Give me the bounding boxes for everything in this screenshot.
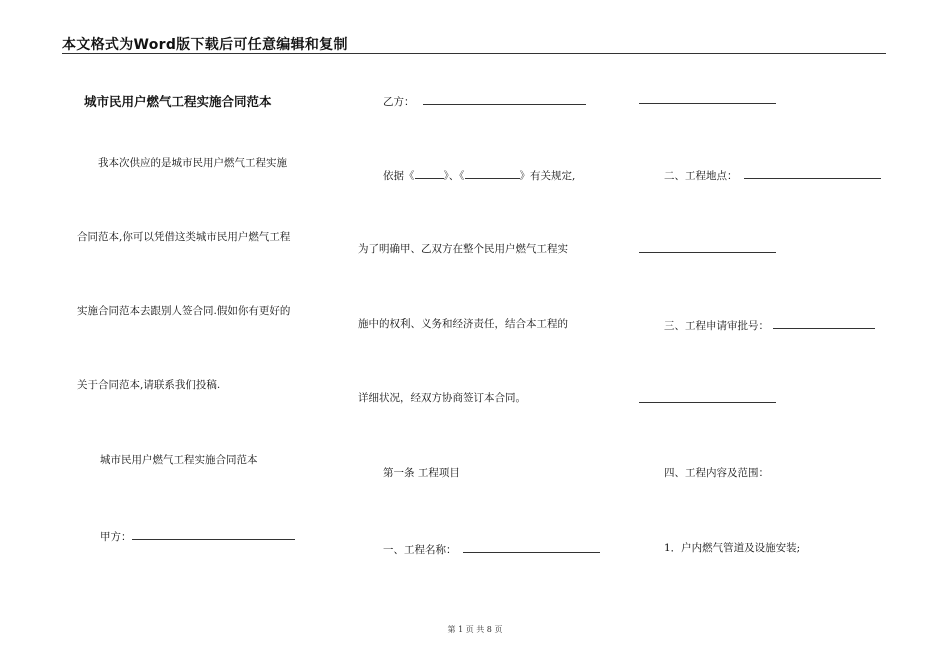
- approval-number-label: [664, 317, 875, 333]
- project-location-label: [664, 167, 881, 183]
- approval-number-continuation-blank: [639, 402, 776, 403]
- approval-number-text: 三、工程申请审批号：: [664, 320, 769, 332]
- scope-heading: 四、工程内容及范围：: [664, 467, 769, 479]
- project-name-blank: [463, 541, 600, 553]
- header-title: 本文格式为Word版下载后可任意编辑和复制: [62, 37, 348, 53]
- intro-line-3: 实施合同范本去跟别人签合同.假如你有更好的: [77, 305, 291, 317]
- page-footer: 第 1 页 共 8 页: [447, 625, 503, 634]
- basis-blank-1: [415, 167, 444, 179]
- scope-item-1: 1．户内燃气管道及设施安装;: [664, 542, 801, 554]
- basis-line: [383, 167, 575, 183]
- project-location-text: 二、工程地点：: [664, 170, 738, 182]
- approval-number-blank: [773, 317, 875, 329]
- intro-line-4: 关于合同范本,请联系我们投稿.: [77, 379, 221, 391]
- intro-line-2: 合同范本,你可以凭借这类城市民用户燃气工程: [77, 231, 291, 243]
- document-title: 城市民用户燃气工程实施合同范本: [84, 94, 272, 109]
- party-a-blank: [132, 528, 295, 540]
- basis-blank-2: [465, 167, 520, 179]
- basis-prefix: 依据《: [383, 170, 415, 182]
- purpose-line-2: 施中的权利、义务和经济责任，结合本工程的: [358, 318, 568, 330]
- project-location-blank: [744, 167, 881, 179]
- party-a-label: [100, 528, 295, 544]
- project-name-text: 一、工程名称：: [383, 544, 457, 556]
- article-1-heading: 第一条 工程项目: [383, 467, 460, 479]
- project-name-continuation-blank: [639, 103, 776, 104]
- party-b-label: [383, 93, 586, 109]
- basis-suffix: 》有关规定,: [519, 170, 576, 182]
- party-a-text: 甲方：: [100, 531, 132, 543]
- page-header: [62, 33, 886, 54]
- project-location-continuation-blank: [639, 252, 776, 253]
- party-b-blank: [423, 93, 586, 105]
- party-b-text: 乙方：: [383, 96, 415, 108]
- purpose-line-3: 详细状况，经双方协商签订本合同。: [358, 392, 526, 404]
- contract-subtitle: 城市民用户燃气工程实施合同范本: [100, 454, 258, 466]
- purpose-line-1: 为了明确甲、乙双方在整个民用户燃气工程实: [358, 243, 568, 255]
- basis-mid: 》、《: [443, 170, 465, 182]
- project-name-label: [383, 541, 600, 557]
- intro-line-1: 我本次供应的是城市民用户燃气工程实施: [98, 157, 287, 169]
